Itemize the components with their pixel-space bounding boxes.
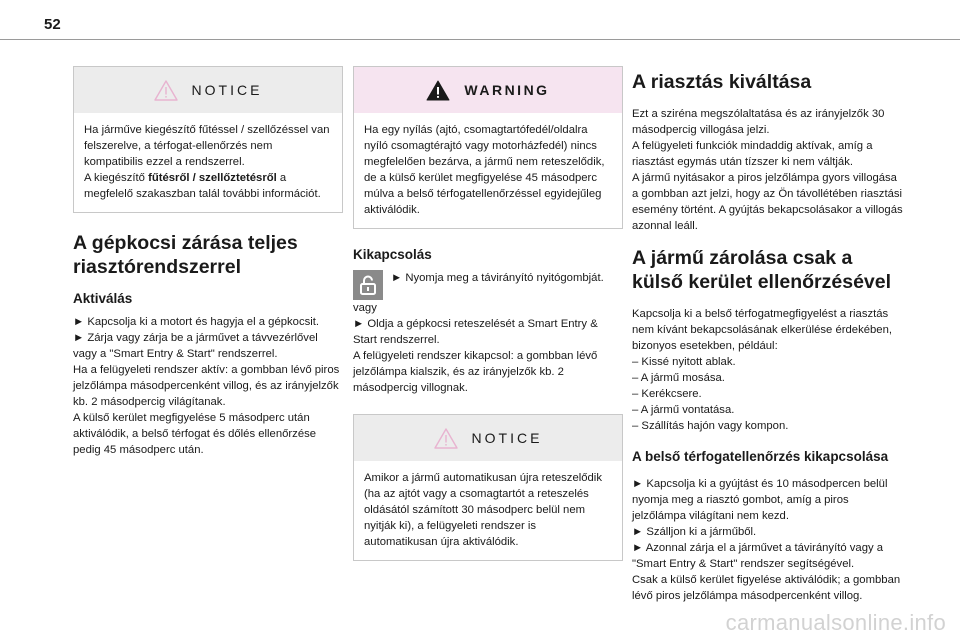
notice-triangle-icon [154,80,178,101]
notice-body: Amikor a jármű automatikusan újra reteszelődik (ha az ajtót vagy a csomagtartót a reteszelés oldásától számított 30 másodperc belül nem nyitják ki), a felügyeleti rendszer is automatikusan újra aktiválódik. [364,472,602,548]
text-line: ► Kapcsolja ki a gyújtást és 10 másodpercen belül nyomja meg a riasztó gombot, amíg a piros jelzőlámpa világítani nem kezd. [632,478,888,522]
text-line: ► Azonnal zárja el a járművet a távirányító vagy a "Smart Entry & Start" rendszer segítségével. [632,542,884,570]
warning-body: Ha egy nyílás (ajtó, csomagtartófedél/oldalra nyíló csomagtérajtó vagy motorházfedél) nincs megfelelően bezárva, a jármű nem reteszelődik, de a külső kerület megfigyelése 45 másodperc múlva a belső térfogatellenőrzéssel egyidejűleg aktiválódik. [364,124,605,216]
text-line: vagy [353,302,377,314]
notice-text: Ha járműve kiegészítő fűtéssel / szellőzéssel van felszerelve, a térfogat-ellenőrzés nem kompatibilis ezzel a rendszerrel. [84,124,330,168]
list-item: – Kerékcsere. [632,388,702,400]
section-subheading: A belső térfogatellenőrzés kikapcsolása [632,449,889,464]
column-middle [353,66,623,579]
section-subheading: Aktiválás [73,291,133,306]
unlock-text: ► Nyomja meg a távirányító nyitógombját. [391,272,604,284]
text-line: A külső kerület megfigyelése 5 másodperc után aktiválódik, a belső térfogat és dőlés ellenőrzése pedig 45 másodperc után. [73,412,317,456]
list-item: – Kissé nyitott ablak. [632,356,736,368]
text-line: A felügyeleti rendszer kikapcsol: a gombban lévő jelzőlámpa kialszik, és az irányjelzők kb. 2 másodpercig villognak. [353,350,598,394]
notice-header [354,415,622,461]
warning-box [353,66,623,229]
column-right [632,66,904,604]
notice-title: NOTICE [191,82,263,98]
section-heading: A jármű zárolása csak a külső kerület ellenőrzésével [632,247,892,293]
notice-triangle-icon [434,428,458,449]
text-line: ► Oldja a gépkocsi reteszelését a Smart Entry & Start rendszerrel. [353,318,598,346]
section-text [632,476,904,604]
section-heading: A gépkocsi zárása teljes riasztórendszerrel [73,232,298,278]
text-line: ► Kapcsolja ki a motort és hagyja el a gépkocsit. [73,316,320,328]
list-item: – A jármű vontatása. [632,404,735,416]
notice-box [353,414,623,561]
notice-text-2b: fűtésről / szellőztetésről [148,172,277,184]
column-left [73,66,343,458]
text-line: ► Szálljon ki a járműből. [632,526,757,538]
notice-body [74,113,342,212]
warning-header [354,67,622,113]
section-text [632,106,904,234]
text-line: Ezt a sziréna megszólaltatása és az irányjelzők 30 másodpercig villogása jelzi. [632,108,885,136]
section-subheading: Kikapcsolás [353,247,432,262]
unlock-key-icon [353,270,383,300]
watermark: carmanualsonline.info [725,610,946,635]
text-line: A jármű nyitásakor a piros jelzőlámpa gyors villogása a gombban azt jelzi, hogy az Ön távollétében riasztási esemény történt. A gyújtás bekapcsolásakor a villogás azonnal leáll. [632,172,903,232]
notice-text-2c: a megfelelő szakaszban talál további információt. [84,172,321,200]
notice-title: NOTICE [471,430,543,446]
warning-triangle-icon [426,80,450,101]
list-item: – Szállítás hajón vagy kompon. [632,420,789,432]
notice-text-2a: A kiegészítő [84,172,149,184]
text-line: Csak a külső kerület figyelése aktiválódik; a gombban lévő piros jelzőlámpa másodpercenként villog. [632,574,901,602]
notice-text-2 [84,170,332,202]
text-line: A felügyeleti funkciók mindaddig aktívak, amíg a riasztást egymás után tízszer ki nem váltják. [632,140,873,168]
unlock-step [353,270,623,300]
section-heading: A riasztás kiváltása [632,71,812,93]
text-line: Kapcsolja ki a belső térfogatmegfigyelést a riasztás nem kívánt bekapcsolásának elkerülése érdekében, bizonyos esetekben, például: [632,308,892,352]
section-text [73,314,343,458]
warning-title: WARNING [464,82,550,98]
page-number: 52 [44,16,61,33]
section-text [353,300,623,396]
section-text [632,306,904,434]
header-rule [0,39,960,40]
text-line: Ha a felügyeleti rendszer aktív: a gombban lévő piros jelzőlámpa másodpercenként villog, és az irányjelzők kb. 2 másodpercig világítanak. [73,364,340,408]
text-line: ► Zárja vagy zárja be a járművet a távvezérlővel vagy a "Smart Entry & Start" rendszerrel. [73,332,318,360]
notice-header [74,67,342,113]
notice-box [73,66,343,213]
list-item: – A jármű mosása. [632,372,725,384]
